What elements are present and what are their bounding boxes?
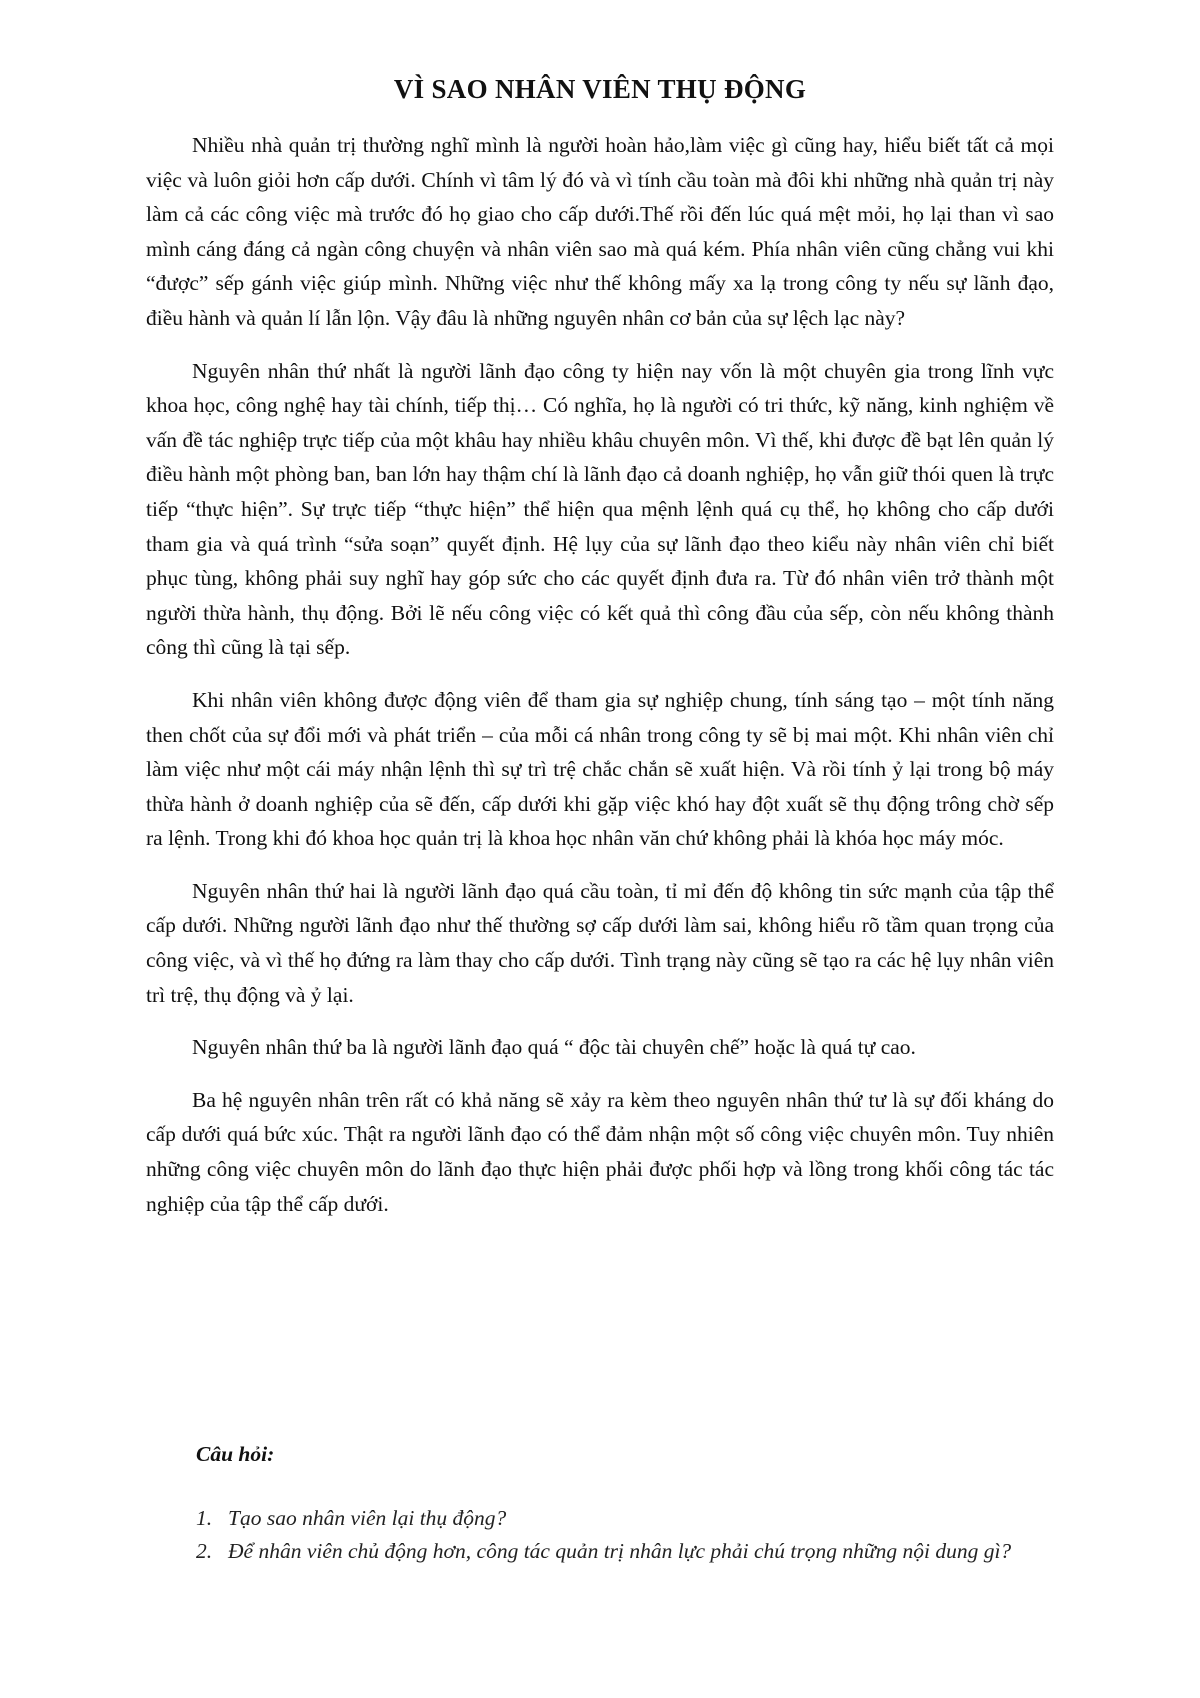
paragraph-cause-4: Ba hệ nguyên nhân trên rất có khả năng sẽ xảy ra kèm theo nguyên nhân thứ tư là sự đối kháng do cấp dưới quá bức xúc. Thật ra người lãnh đạo có thể đảm nhận một số công việc chuyên môn. Tuy nhiên những công việc chuyên môn do lãnh đạo thực hiện phải được phối hợp và lồng trong khối công tác tác nghiệp của tập thể cấp dưới. — [146, 1087, 1054, 1216]
question-number: 1. — [196, 1506, 213, 1530]
question-number: 2. — [196, 1539, 213, 1563]
paragraph-cause-2: Nguyên nhân thứ hai là người lãnh đạo quá cầu toàn, tỉ mỉ đến độ không tin sức mạnh của tập thể cấp dưới. Những người lãnh đạo như thế thường sợ cấp dưới làm sai, không hiểu rõ tầm quan trọng của công việc, và vì thế họ đứng ra làm thay cho cấp dưới. Tình trạng này cũng sẽ tạo ra các hệ lụy nhân viên trì trệ, thụ động và ỷ lại. — [146, 878, 1054, 1007]
document-title: VÌ SAO NHÂN VIÊN THỤ ĐỘNG — [393, 74, 807, 104]
questions-list — [196, 1502, 1058, 1568]
paragraph-cause-3: Nguyên nhân thứ ba là người lãnh đạo quá “ độc tài chuyên chế” hoặc là quá tự cao. — [192, 1035, 916, 1060]
document-body — [146, 128, 1054, 1239]
question-text: Để nhân viên chủ động hơn, công tác quản trị nhân lực phải chú trọng những nội dung gì? — [228, 1539, 1012, 1563]
paragraph-consequence: Khi nhân viên không được động viên để tham gia sự nghiệp chung, tính sáng tạo – một tính năng then chốt của sự đổi mới và phát triển – của mỗi cá nhân trong công ty sẽ bị mai một. Khi nhân viên chỉ làm việc như một cái máy nhận lệnh thì sự trì trệ chắc chắn sẽ xuất hiện. Và rồi tính ỷ lại trong bộ máy thừa hành ở doanh nghiệp của sẽ đến, cấp dưới khi gặp việc khó hay đột xuất sẽ thụ động trông chờ sếp ra lệnh. Trong khi đó khoa học quản trị là khoa học nhân văn chứ không phải là khóa học máy móc. — [146, 687, 1054, 851]
question-item — [196, 1502, 1058, 1535]
questions-heading: Câu hỏi: — [196, 1442, 275, 1466]
question-item — [196, 1535, 1058, 1568]
paragraph-intro: Nhiều nhà quản trị thường nghĩ mình là người hoàn hảo,làm việc gì cũng hay, hiểu biết tất cả mọi việc và luôn giỏi hơn cấp dưới. Chính vì tâm lý đó và vì tính cầu toàn mà đôi khi những nhà quản trị này làm cả các công việc mà trước đó họ giao cho cấp dưới.Thế rồi đến lúc quá mệt mỏi, họ lại than vì sao mình cáng đáng cả ngàn công chuyện và nhân viên sao mà quá kém. Phía nhân viên cũng chẳng vui khi “được” sếp gánh việc giúp mình. Những việc như thế không mấy xa lạ trong công ty nếu sự lãnh đạo, điều hành và quản lí lẫn lộn. Vậy đâu là những nguyên nhân cơ bản của sự lệch lạc này? — [146, 133, 1054, 330]
paragraph-cause-1: Nguyên nhân thứ nhất là người lãnh đạo công ty hiện nay vốn là một chuyên gia trong lĩnh vực khoa học, công nghệ hay tài chính, tiếp thị… Có nghĩa, họ là người có tri thức, kỹ năng, kinh nghiệm về vấn đề tác nghiệp trực tiếp của một khâu hay nhiều khâu chuyên môn. Vì thế, khi được đề bạt lên quản lý điều hành một phòng ban, ban lớn hay thậm chí là lãnh đạo cả doanh nghiệp, họ vẫn giữ thói quen là trực tiếp “thực hiện”. Sự trực tiếp “thực hiện” thể hiện qua mệnh lệnh quá cụ thể, họ không cho cấp dưới tham gia và quá trình “sửa soạn” quyết định. Hệ lụy của sự lãnh đạo theo kiểu này nhân viên chỉ biết phục tùng, không phải suy nghĩ hay góp sức cho các quyết định đưa ra. Từ đó nhân viên trở thành một người thừa hành, thụ động. Bởi lẽ nếu công việc có kết quả thì công đầu của sếp, còn nếu không thành công thì cũng là tại sếp. — [146, 358, 1054, 660]
question-text: Tạo sao nhân viên lại thụ động? — [228, 1506, 507, 1530]
